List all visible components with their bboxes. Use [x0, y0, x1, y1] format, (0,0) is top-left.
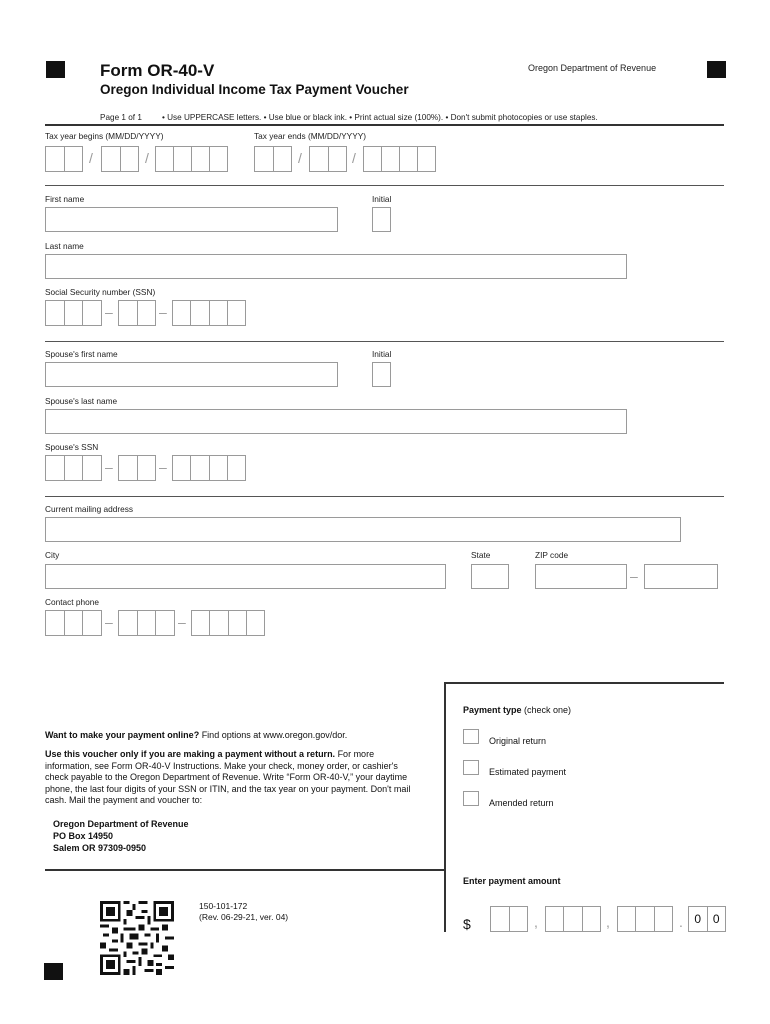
- tax-year-ends-label: Tax year ends (MM/DD/YYYY): [254, 131, 367, 141]
- qr-code-icon: [100, 901, 174, 975]
- payment-amount-label: Enter payment amount: [463, 876, 561, 886]
- form-revision: (Rev. 06-29-21, ver. 04): [199, 912, 289, 922]
- voucher-instructions-details: For more information, see Form OR-40-V Instructions. Make your check, money order, or cashier's check payable to the Oregon Department of Revenue. Write “Form OR-40-V,” your daytime phone, the last four digits of your SSN or ITIN, and the tax year on your payment. Don't mail cash. Mail the payment and voucher to:: [45, 749, 411, 805]
- state-label: State: [471, 550, 491, 560]
- tax-year-begins-label: Tax year begins (MM/DD/YYYY): [45, 131, 164, 141]
- zip-input[interactable]: [535, 564, 627, 589]
- spouse-last-name-label: Spouse's last name: [45, 396, 118, 406]
- ssn-part-3[interactable]: [172, 300, 246, 326]
- registration-mark-bottom-left: [44, 963, 63, 980]
- ssn-part-1[interactable]: [45, 300, 102, 326]
- header-rule: [45, 124, 724, 126]
- spouse-last-name-input[interactable]: [45, 409, 627, 434]
- phone-prefix[interactable]: [118, 610, 175, 636]
- payment-type-label: Payment type: [463, 705, 522, 715]
- date-slash: /: [352, 150, 356, 166]
- phone-area-code[interactable]: [45, 610, 102, 636]
- tax-year-ends-month[interactable]: [254, 146, 292, 172]
- original-return-label: Original return: [489, 736, 547, 746]
- spouse-ssn-label: Spouse's SSN: [45, 442, 99, 452]
- instructions-bottom-rule: [45, 869, 445, 871]
- phone-dash: –: [105, 614, 113, 630]
- state-input[interactable]: [471, 564, 509, 589]
- online-payment-details: Find options at www.oregon.gov/dor.: [199, 730, 348, 740]
- ssn-part-2[interactable]: [118, 300, 156, 326]
- spouse-first-name-input[interactable]: [45, 362, 338, 387]
- online-payment-lead: Want to make your payment online?: [45, 730, 200, 740]
- original-return-checkbox[interactable]: [463, 729, 479, 744]
- amended-return-checkbox[interactable]: [463, 791, 479, 806]
- spouse-initial-input[interactable]: [372, 362, 391, 387]
- amount-cents-digit: 0: [712, 912, 720, 926]
- amount-cents-digit: 0: [689, 907, 708, 931]
- last-name-label: Last name: [45, 241, 84, 251]
- registration-mark-top-left: [46, 61, 65, 78]
- payment-panel-top-rule: [444, 682, 724, 684]
- spouse-initial-label: Initial: [372, 349, 392, 359]
- online-payment-text: [45, 730, 435, 742]
- voucher-instructions: [45, 749, 421, 807]
- form-subtitle: Oregon Individual Income Tax Payment Voucher: [100, 82, 409, 97]
- section-rule: [45, 185, 724, 186]
- tax-year-begins-day[interactable]: [101, 146, 139, 172]
- form-instructions: • Use UPPERCASE letters. • Use blue or black ink. • Print actual size (100%). • Don't submit photocopies or use staples.: [162, 113, 598, 122]
- amount-thousands-group-2[interactable]: [545, 906, 601, 932]
- city-label: City: [45, 550, 60, 560]
- form-number: 150-101-172: [199, 901, 248, 911]
- amount-comma: ,: [606, 914, 610, 930]
- voucher-instructions-lead: Use this voucher only if you are making a payment without a return.: [45, 749, 336, 759]
- zip-label: ZIP code: [535, 550, 569, 560]
- mailing-address-line-1: Oregon Department of Revenue: [53, 819, 189, 829]
- first-name-label: First name: [45, 194, 85, 204]
- registration-mark-top-right: [707, 61, 726, 78]
- phone-line-number[interactable]: [191, 610, 265, 636]
- mailing-address-input[interactable]: [45, 517, 681, 542]
- agency-name: Oregon Department of Revenue: [528, 63, 657, 73]
- date-slash: /: [298, 150, 302, 166]
- currency-symbol: $: [463, 916, 471, 932]
- page-info: Page 1 of 1: [100, 113, 142, 122]
- first-name-input[interactable]: [45, 207, 338, 232]
- mailing-address-line-2: PO Box 14950: [53, 831, 114, 841]
- phone-dash: –: [178, 614, 186, 630]
- spouse-ssn-part-2[interactable]: [118, 455, 156, 481]
- initial-input[interactable]: [372, 207, 391, 232]
- estimated-payment-checkbox[interactable]: [463, 760, 479, 775]
- ssn-dash: –: [105, 459, 113, 475]
- mailing-address-line-3: Salem OR 97309-0950: [53, 843, 147, 853]
- zip-dash: –: [630, 568, 638, 584]
- date-slash: /: [145, 150, 149, 166]
- date-slash: /: [89, 150, 93, 166]
- estimated-payment-label: Estimated payment: [489, 767, 567, 777]
- spouse-first-name-label: Spouse's first name: [45, 349, 118, 359]
- initial-label: Initial: [372, 194, 392, 204]
- phone-label: Contact phone: [45, 597, 99, 607]
- payment-panel-left-rule: [444, 682, 446, 932]
- city-input[interactable]: [45, 564, 446, 589]
- section-rule: [45, 496, 724, 497]
- tax-year-begins-year[interactable]: [155, 146, 228, 172]
- amount-thousands-group-1[interactable]: [490, 906, 528, 932]
- payment-type-hint: (check one): [521, 705, 572, 715]
- ssn-dash: –: [159, 304, 167, 320]
- amount-comma: ,: [534, 914, 538, 930]
- ssn-label: Social Security number (SSN): [45, 287, 156, 297]
- payment-type-heading: [463, 705, 571, 717]
- amended-return-label: Amended return: [489, 798, 554, 808]
- tax-year-begins-month[interactable]: [45, 146, 83, 172]
- form-title: Form OR-40-V: [100, 61, 215, 80]
- zip-extension-input[interactable]: [644, 564, 718, 589]
- tax-year-ends-year[interactable]: [363, 146, 436, 172]
- amount-decimal-point: .: [679, 914, 683, 930]
- amount-dollars-group[interactable]: [617, 906, 673, 932]
- ssn-dash: –: [159, 459, 167, 475]
- tax-year-ends-day[interactable]: [309, 146, 347, 172]
- spouse-ssn-part-1[interactable]: [45, 455, 102, 481]
- ssn-dash: –: [105, 304, 113, 320]
- last-name-input[interactable]: [45, 254, 627, 279]
- amount-cents-box[interactable]: [688, 906, 726, 932]
- spouse-ssn-part-3[interactable]: [172, 455, 246, 481]
- section-rule: [45, 341, 724, 342]
- mailing-address-label: Current mailing address: [45, 504, 134, 514]
